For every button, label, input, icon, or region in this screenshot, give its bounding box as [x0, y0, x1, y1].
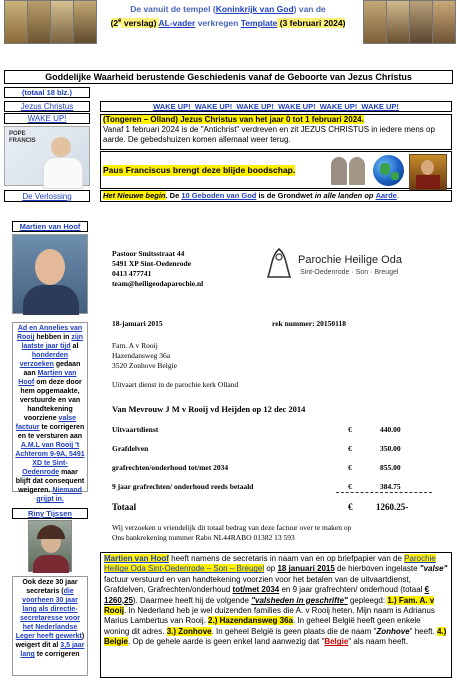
recipient-line: Hazendansweg 36a	[112, 351, 171, 360]
letter-address-line: 0413 477741	[112, 269, 152, 278]
headline: (Tongeren – Olland) Jezus Christus van het jaar 0 tot 1 februari 2024.	[103, 115, 364, 124]
sidebar-link-martien[interactable]: Martien van Hoof	[12, 221, 88, 232]
new-beginning-row: Het Nieuwe begin. De 10 Geboden van God is de Grondwet in alle landen op Aarde.	[100, 190, 452, 202]
letter-van: Van Mevrouw J M v Rooij vd Heijden op 12 dec 2014	[112, 404, 306, 414]
invoice-item: Uitvaartdienst € 440.00	[112, 425, 401, 434]
invoice-item: Grafdelven € 350.00	[112, 444, 401, 453]
letter-footer: Wij verzoeken u vriendelijk dit totaal bedrag van deze factuur over te maken op	[112, 523, 352, 532]
total-divider	[336, 492, 432, 493]
pope-francis-photo: POPE FRANCIS	[4, 126, 90, 186]
total-amount: 1260.25-	[376, 502, 409, 512]
header-thumbnail	[50, 0, 74, 44]
header-thumbnail	[432, 0, 456, 44]
header-text: De vanuit de tempel (Koninkrijk van God) van de (2e verslag) AL-vader verkregen Template (3 februari 2024)	[110, 4, 346, 28]
paus-row	[100, 151, 452, 189]
total-pages-label: (totaal 18 blz.)	[4, 87, 90, 98]
christ-icon	[409, 154, 447, 190]
paus-text: Paus Franciscus brengt deze blijde boodschap.	[103, 165, 296, 175]
letter-subject: Uitvaart dienst in de parochie kerk Olland	[112, 380, 239, 389]
invoice-item: 9 jaar grafrechten/ onderhoud reeds betaald € 384.75	[112, 482, 401, 491]
invoice-letter	[100, 220, 452, 550]
bottom-paragraph: Martien van Hoof heeft namens de secretaris in naam van en op briefpapier van de Parochie Heilige Oda Sint-Oedenrode – Son – Breugel op 18 januari 2015 de hierboven ingelaste "valse" factuur verstuurd en van handtekening voorzien voor het betalen van de uitvaartdienst, Grafdelven, Grafrechten/onderhoud tot/met 2034 en 9 jaar grafrechten/ onderhoud (totaal € 1260,25). Daarmee heeft hij de volgende "valsheden in geschrifte" gepleegd: 1.) Fam. A. v Rooij. In Nederland heb je wel duizenden families die A. v Rooij heten. Mijn naam is Adrianus Marius Lambertus van Rooij. 2.) Hazendansweg 36a. In geheel België heeft geen enkele woning dit adres. 3.) Zonhove. In geheel België is geen plaats die de naam "Zonhove" heeft. 4.) Belgie. Op de gehele aarde is geen enkel land aanwezig dat "Belgie" als naam heeft.	[100, 552, 452, 678]
sidebar-link-verlossing[interactable]: De Verlossing	[4, 190, 90, 202]
letter-account: rek nummer: 20150118	[272, 319, 347, 328]
link-10-geboden[interactable]: 10 Geboden van God	[181, 191, 257, 200]
page-title: Goddelijke Waarheid berustende Geschiedenis vanaf de Geboorte van Jezus Christus	[4, 70, 453, 84]
sidebar-link-wakeup[interactable]: WAKE UP!	[4, 113, 90, 124]
link-aarde[interactable]: Aarde	[375, 191, 397, 200]
martien-photo	[12, 234, 88, 314]
letter-footer: Ons bankrekening nummer Rabo NL44RABO 01382 13 593	[112, 533, 295, 542]
ad-annelies-text: Ad en Annelies van Rooij hebben in zijn laatste jaar tijd al honderden verzoeken gedaan aan Martien van Hoof om deze door hem opgemaakte, verstuurde en van handtekening voorziene valse factuur te corrigeren en te versturen aan A.M.L van Rooij 't Achterom 9-9A, 5491 XD te Sint-Oedenrode maar blijft dat consequent weigeren. Niemand grijpt in.	[12, 322, 88, 492]
letter-address-line: Pastoor Smitsstraat 44	[112, 249, 185, 258]
tablets-icon	[329, 155, 367, 187]
header-thumbnail	[386, 0, 410, 44]
riny-photo	[28, 520, 72, 572]
invoice-item: grafrechten/onderhoud tot/met 2034 € 855.00	[112, 463, 401, 472]
link-koninkrijk[interactable]: Koninkrijk van God	[215, 4, 294, 14]
link-al-vader[interactable]: AL-vader	[158, 17, 196, 28]
recipient-line: Fam. A v Rooij	[112, 341, 158, 350]
logo-title: Parochie Heilige Oda	[298, 254, 402, 266]
recipient-line: 3520 Zonhove Belgie	[112, 361, 177, 370]
header-thumbnail	[73, 0, 97, 44]
header-thumbnail	[4, 0, 28, 44]
header-thumbnail	[27, 0, 51, 44]
total-label: Totaal	[112, 502, 137, 512]
sidebar-link-riny[interactable]: Riny Tijssen	[12, 508, 88, 519]
sidebar-link-jezus[interactable]: Jezus Christus	[4, 101, 90, 112]
letter-date: 18-januari 2015	[112, 319, 163, 328]
total-currency: €	[348, 502, 353, 512]
parish-logo	[260, 247, 450, 283]
letter-address-line: team@heiligeodaparochie.nl	[112, 279, 204, 288]
main-intro	[100, 114, 452, 150]
header-thumbnail	[363, 0, 387, 44]
ook-secretaris-text: Ook deze 30 jaar secretaris (die voorheen 30 jaar lang als directie-secretaresse voor het Nederlandse Leger heeft gewerkt) weigert dit al 3,5 jaar lang te corrigeren	[12, 576, 88, 676]
letter-address-line: 5491 XP Sint-Oedenrode	[112, 259, 192, 268]
intro-paragraph: Vanaf 1 februari 2024 is de "Antichrist" verdreven en zit JEZUS CHRISTUS in iedere mens op aarde. De gebedshuizen komen allemaal weer terug.	[103, 125, 435, 144]
wakeup-banner[interactable]: WAKE UP! WAKE UP! WAKE UP! WAKE UP! WAKE UP! WAKE UP!	[100, 101, 452, 112]
header-thumbnail	[409, 0, 433, 44]
globe-icon	[373, 155, 404, 186]
link-template[interactable]: Template	[240, 17, 278, 28]
logo-subtitle: Sint-Oedenrode · Son · Breugel	[300, 269, 399, 276]
